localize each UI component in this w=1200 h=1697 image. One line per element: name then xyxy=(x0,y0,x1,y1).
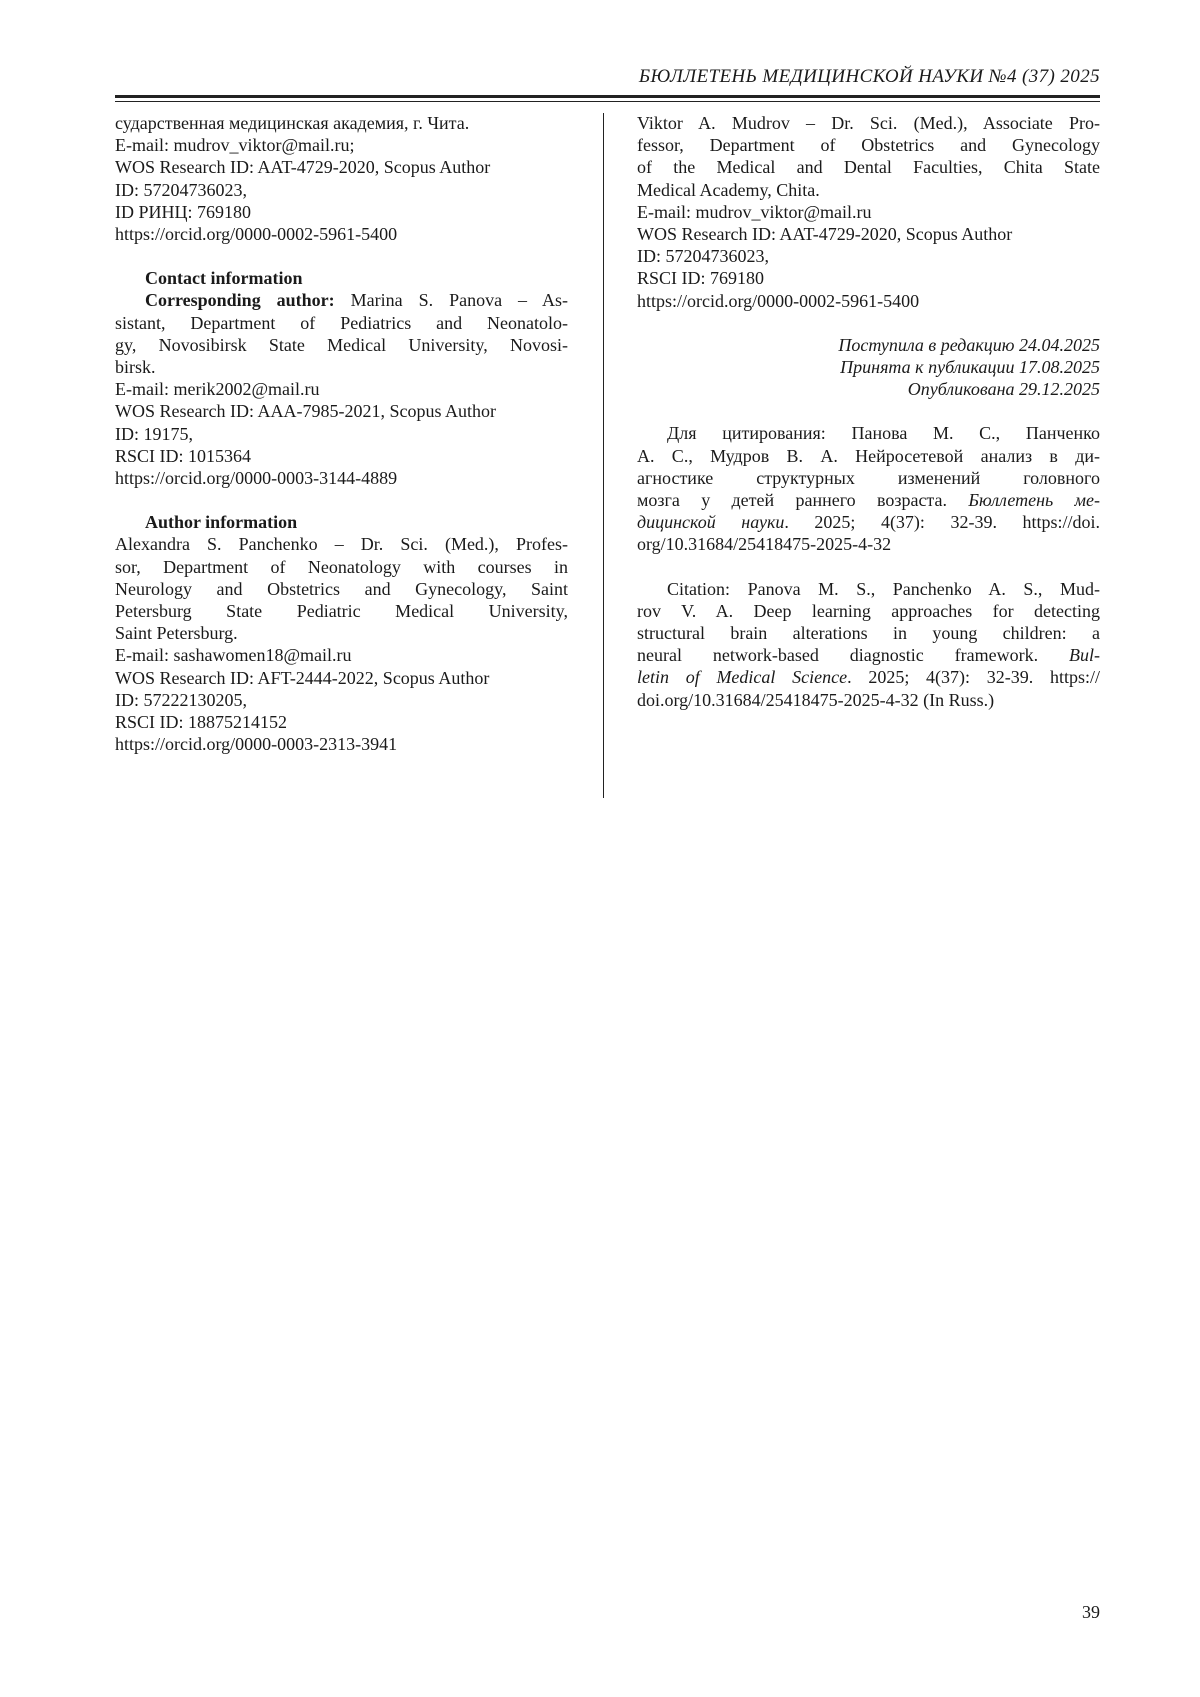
author-information-heading: Author information xyxy=(145,512,298,533)
ru-citation-line: Для цитирования: Панова М. С., Панченко xyxy=(667,423,1100,444)
ru-citation-text: мозга у детей раннего возраста. xyxy=(637,490,969,511)
text-line: of the Medical and Dental Faculties, Chita State xyxy=(637,157,1100,178)
ru-citation-text: . 2025; 4(37): 32-39. https://doi. xyxy=(784,512,1100,533)
left-column xyxy=(115,112,568,755)
text-line: RSCI ID: 769180 xyxy=(637,268,765,289)
journal-running-header: БЮЛЛЕТЕНЬ МЕДИЦИНСКОЙ НАУКИ №4 (37) 2025 xyxy=(638,66,1100,87)
orcid-link[interactable]: https://orcid.org/0000-0003-3144-4889 xyxy=(115,468,398,489)
en-citation-text: neural network-based diagnostic framework. xyxy=(637,645,1069,666)
received-date: Поступила в редакцию 24.04.2025 xyxy=(838,334,1100,355)
en-citation-line xyxy=(637,666,1100,688)
email-line: E-mail: mudrov_viktor@mail.ru xyxy=(637,201,872,222)
text-line: birsk. xyxy=(115,357,156,378)
text-line: ID: 57222130205, xyxy=(115,689,247,710)
text-line: sor, Department of Neonatology with courses in xyxy=(115,556,568,577)
ru-journal-title: Бюллетень ме- xyxy=(968,490,1101,511)
en-citation-line xyxy=(637,644,1100,666)
ru-citation-line: А. С., Мудров В. А. Нейросетевой анализ в ди- xyxy=(637,445,1100,466)
orcid-link[interactable]: https://orcid.org/0000-0002-5961-5400 xyxy=(637,290,920,311)
corresponding-author-label: Corresponding author: xyxy=(145,290,335,311)
text-line: RSCI ID: 18875214152 xyxy=(115,712,288,733)
text-line: Saint Petersburg. xyxy=(115,623,238,644)
text-line: fessor, Department of Obstetrics and Gynecology xyxy=(637,135,1100,156)
text-line: WOS Research ID: AFT-2444-2022, Scopus Author xyxy=(115,667,490,688)
ru-journal-title: дицинской науки xyxy=(637,512,785,533)
text-line: WOS Research ID: AAT-4729-2020, Scopus Author xyxy=(115,157,491,178)
email-line: E-mail: merik2002@mail.ru xyxy=(115,379,320,400)
en-doi-link[interactable]: doi.org/10.31684/25418475-2025-4-32 (In Russ.) xyxy=(637,689,995,710)
text-line: Neurology and Obstetrics and Gynecology, Saint xyxy=(115,578,568,599)
text-line: WOS Research ID: AAT-4729-2020, Scopus Author xyxy=(637,224,1013,245)
text-line: Medical Academy, Chita. xyxy=(637,179,820,200)
published-date: Опубликована 29.12.2025 xyxy=(907,379,1100,400)
page-number: 39 xyxy=(1082,1602,1100,1622)
text-line: gy, Novosibirsk State Medical University, Novosi- xyxy=(115,334,568,355)
en-citation-line: structural brain alterations in young children: a xyxy=(637,623,1100,644)
en-citation-text: . 2025; 4(37): 32-39. https:// xyxy=(847,667,1100,688)
text-line: Viktor A. Mudrov – Dr. Sci. (Med.), Associate Pro- xyxy=(637,113,1100,133)
text-line: сударственная медицинская академия, г. Чита. xyxy=(115,113,470,133)
email-line: E-mail: sashawomen18@mail.ru xyxy=(115,645,352,666)
header-rule-thick xyxy=(115,95,1100,98)
text-line: sistant, Department of Pediatrics and Neonatolo- xyxy=(115,312,568,333)
corresponding-author-line xyxy=(115,289,568,311)
text-line: RSCI ID: 1015364 xyxy=(115,445,252,466)
text-line: Alexandra S. Panchenko – Dr. Sci. (Med.), Profes- xyxy=(115,534,568,555)
email-line: E-mail: mudrov_viktor@mail.ru; xyxy=(115,135,355,156)
text-line: Petersburg State Pediatric Medical University, xyxy=(115,601,568,622)
text-line: ID: 57204736023, xyxy=(115,179,247,200)
contact-information-heading: Contact information xyxy=(145,268,303,289)
en-journal-title: Bul- xyxy=(1069,645,1100,666)
corresponding-author-name: Marina S. Panova – As- xyxy=(334,290,568,311)
ru-citation-line xyxy=(637,489,1100,511)
header-rule-thin xyxy=(115,101,1100,102)
en-citation-line: Citation: Panova M. S., Panchenko A. S., Mud- xyxy=(667,578,1100,599)
orcid-link[interactable]: https://orcid.org/0000-0002-5961-5400 xyxy=(115,224,398,245)
right-column xyxy=(637,112,1100,711)
ru-doi-link[interactable]: org/10.31684/25418475-2025-4-32 xyxy=(637,534,892,555)
en-journal-title: letin of Medical Science xyxy=(637,667,848,688)
ru-citation-line: агностике структурных изменений головного xyxy=(637,467,1100,488)
column-divider xyxy=(603,113,604,798)
ru-citation-line xyxy=(637,511,1100,533)
orcid-link[interactable]: https://orcid.org/0000-0003-2313-3941 xyxy=(115,734,398,755)
accepted-date: Принята к публикации 17.08.2025 xyxy=(840,357,1100,378)
text-line: WOS Research ID: AAA-7985-2021, Scopus Author xyxy=(115,401,496,422)
en-citation-line: rov V. A. Deep learning approaches for detecting xyxy=(637,600,1100,621)
text-line: ID РИНЦ: 769180 xyxy=(115,201,252,222)
text-line: ID: 19175, xyxy=(115,423,193,444)
text-line: ID: 57204736023, xyxy=(637,246,769,267)
